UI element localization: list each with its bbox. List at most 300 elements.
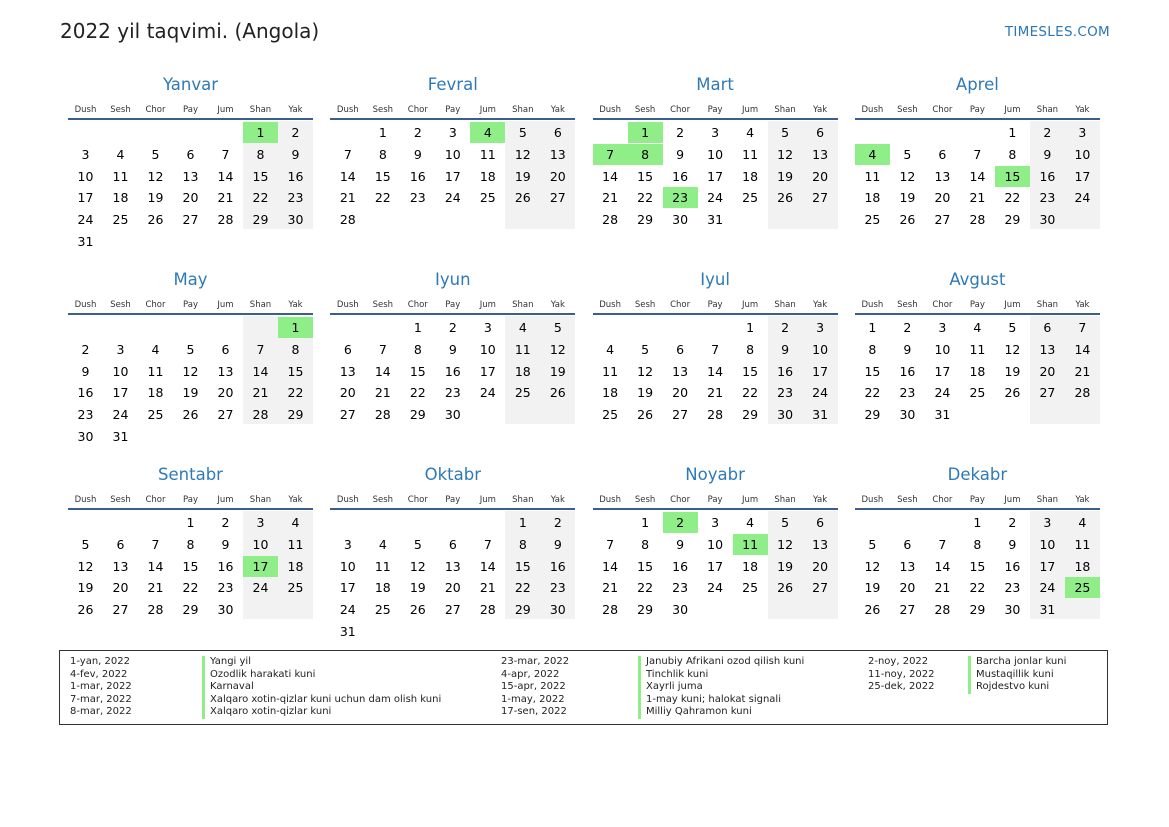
day-cell: 19 (864, 580, 881, 596)
day-cell: 17 (112, 385, 129, 401)
day-cell: 17 (934, 363, 951, 379)
weekday-header: Yak (813, 300, 828, 310)
day-cell: 1 (186, 515, 195, 530)
day-cell: 14 (934, 558, 951, 574)
weekday-header: Jum (479, 495, 496, 505)
day-cell: 19 (777, 558, 794, 574)
day-cell: 5 (413, 536, 422, 552)
day-cell: 6 (221, 341, 230, 357)
day-cell: 17 (479, 363, 496, 379)
month-name: Fevral (427, 75, 478, 94)
weekday-header: Sesh (897, 300, 918, 310)
weekday-header: Sesh (372, 105, 394, 115)
day-cell: 3 (116, 341, 125, 357)
holiday-date: 4-apr, 2022 (501, 668, 560, 680)
day-cell: 12 (147, 168, 164, 184)
day-cell: 29 (637, 602, 654, 618)
day-cell: 11 (112, 168, 129, 184)
day-cell: 9 (781, 341, 790, 357)
day-cell: 5 (781, 515, 790, 530)
weekday-header: Sesh (110, 495, 131, 505)
holiday-date: 7-mar, 2022 (70, 693, 132, 705)
day-cell: 18 (864, 190, 881, 206)
day-cell: 1 (746, 320, 755, 335)
header-divider (855, 508, 1100, 510)
day-cell: 11 (1074, 536, 1091, 552)
page-title: 2022 yil taqvimi. (Angola) (60, 19, 320, 43)
weekday-header: Dush (336, 495, 359, 505)
weekday-header: Shan (1036, 300, 1059, 310)
holiday-name: Milliy Qahramon kuni (638, 706, 804, 719)
day-cell: 10 (479, 341, 496, 357)
day-cell: 25 (374, 602, 391, 618)
day-cell: 29 (514, 602, 531, 618)
day-cell: 24 (707, 580, 724, 596)
day-cell: 12 (864, 558, 881, 574)
day-cell: 3 (81, 146, 90, 162)
day-cell: 20 (812, 168, 829, 184)
weekday-header: Pay (707, 300, 723, 310)
weekday-header: Shan (249, 105, 272, 115)
weekday-header: Chor (670, 300, 691, 310)
weekday-header: Shan (249, 495, 272, 505)
day-cell: 11 (969, 341, 986, 357)
weekday-header: Jum (217, 300, 234, 310)
day-cell: 26 (777, 580, 794, 596)
holiday-date: 2-noy, 2022 (868, 656, 929, 667)
day-cell: 15 (182, 558, 199, 574)
day-cell: 13 (672, 363, 689, 379)
holiday-day-cell: 25 (1065, 577, 1100, 598)
day-cell: 6 (553, 125, 562, 140)
day-cell: 10 (934, 341, 951, 357)
day-cell: 26 (1004, 385, 1021, 401)
weekday-header: Chor (407, 495, 428, 505)
day-cell: 30 (899, 407, 916, 423)
day-cell: 4 (151, 341, 160, 357)
holiday-name: Rojdestvo kuni (968, 681, 1066, 694)
day-cell: 18 (374, 580, 391, 596)
day-cell: 21 (969, 190, 986, 206)
day-cell: 28 (217, 212, 234, 228)
day-cell: 8 (413, 341, 422, 357)
header-divider (593, 313, 838, 315)
day-cell: 21 (602, 580, 619, 596)
day-cell: 23 (77, 407, 94, 423)
day-cell: 5 (903, 146, 912, 162)
weekday-header: Sesh (110, 105, 131, 115)
weekday-header: Jum (479, 105, 496, 115)
day-cell: 20 (444, 580, 461, 596)
header-divider (593, 508, 838, 510)
day-cell: 28 (479, 602, 496, 618)
day-cell: 26 (549, 385, 566, 401)
day-cell: 11 (514, 341, 531, 357)
day-cell: 14 (969, 168, 986, 184)
day-cell: 11 (864, 168, 881, 184)
day-cell: 8 (378, 146, 387, 162)
weekday-header: Chor (145, 495, 166, 505)
day-cell: 30 (77, 429, 94, 444)
day-cell: 18 (112, 190, 129, 206)
day-cell: 20 (672, 385, 689, 401)
month-name: Iyul (700, 270, 730, 289)
day-cell: 9 (676, 536, 685, 552)
day-cell: 12 (899, 168, 916, 184)
day-cell: 18 (147, 385, 164, 401)
day-cell: 20 (899, 580, 916, 596)
day-cell: 7 (256, 341, 265, 357)
day-cell: 19 (1004, 363, 1021, 379)
day-cell: 3 (711, 515, 720, 530)
day-cell: 22 (637, 580, 654, 596)
day-cell: 12 (409, 558, 426, 574)
weekday-header: Dush (861, 105, 884, 115)
weekday-header: Shan (774, 105, 796, 115)
day-cell: 8 (291, 341, 300, 357)
day-cell: 28 (147, 602, 164, 618)
weekday-header: Dush (74, 300, 97, 310)
day-cell: 28 (252, 407, 269, 423)
day-cell: 23 (1039, 190, 1056, 206)
weekday-header: Yak (288, 495, 303, 505)
weekday-header: Yak (288, 105, 303, 115)
day-cell: 3 (256, 515, 265, 530)
day-cell: 7 (378, 341, 387, 357)
day-cell: 12 (1004, 341, 1021, 357)
day-cell: 9 (448, 341, 457, 357)
holiday-name: Xayrli juma (638, 681, 804, 694)
day-cell: 21 (707, 385, 724, 401)
day-cell: 27 (339, 407, 356, 423)
day-cell: 26 (777, 190, 794, 206)
day-cell: 25 (742, 190, 759, 206)
day-cell: 19 (147, 190, 164, 206)
day-cell: 27 (182, 212, 199, 228)
day-cell: 25 (514, 385, 531, 401)
day-cell: 23 (444, 385, 461, 401)
day-cell: 16 (217, 558, 234, 574)
day-cell: 30 (777, 407, 794, 423)
day-cell: 7 (1078, 320, 1087, 335)
day-cell: 30 (672, 212, 689, 228)
day-cell: 12 (777, 536, 794, 552)
holiday-name: Barcha jonlar kuni (968, 656, 1066, 669)
day-cell: 13 (339, 363, 356, 379)
day-cell: 22 (252, 190, 269, 206)
weekday-header: Sesh (897, 495, 918, 505)
day-cell: 13 (1039, 341, 1056, 357)
day-cell: 6 (116, 536, 125, 552)
weekday-header: Pay (445, 495, 461, 505)
day-cell: 29 (1004, 212, 1021, 228)
day-cell: 13 (444, 558, 461, 574)
weekday-header: Pay (969, 495, 985, 505)
day-cell: 24 (339, 602, 356, 618)
day-cell: 29 (969, 602, 986, 618)
day-cell: 10 (252, 536, 269, 552)
day-cell: 1 (973, 515, 982, 530)
day-cell: 24 (934, 385, 951, 401)
day-cell: 3 (483, 320, 492, 335)
day-cell: 10 (707, 536, 724, 552)
day-cell: 2 (448, 320, 457, 335)
holiday-day-cell: 1 (243, 122, 278, 143)
day-cell: 17 (707, 558, 724, 574)
day-cell: 18 (602, 385, 619, 401)
day-cell: 22 (1004, 190, 1021, 206)
day-cell: 2 (291, 125, 300, 140)
day-cell: 17 (1074, 168, 1091, 184)
day-cell: 15 (252, 168, 269, 184)
day-cell: 8 (973, 536, 982, 552)
day-cell: 12 (777, 146, 794, 162)
day-cell: 20 (339, 385, 356, 401)
day-cell: 20 (182, 190, 199, 206)
day-cell: 6 (903, 536, 912, 552)
day-cell: 7 (973, 146, 982, 162)
day-cell: 29 (864, 407, 881, 423)
day-cell: 28 (969, 212, 986, 228)
day-cell: 25 (969, 385, 986, 401)
day-cell: 27 (112, 602, 129, 618)
day-cell: 19 (514, 168, 531, 184)
holiday-date: 8-mar, 2022 (70, 706, 132, 718)
day-cell: 26 (899, 212, 916, 228)
day-cell: 9 (676, 146, 685, 162)
weekday-header: Shan (512, 105, 534, 115)
day-cell: 25 (147, 407, 164, 423)
weekday-header: Jum (742, 495, 759, 505)
day-cell: 28 (602, 212, 619, 228)
day-cell: 13 (899, 558, 916, 574)
day-cell: 16 (1004, 558, 1021, 574)
weekday-header: Dush (74, 105, 97, 115)
weekday-header: Sesh (897, 105, 918, 115)
day-cell: 9 (291, 146, 300, 162)
holiday-day-cell: 11 (733, 534, 768, 555)
day-cell: 12 (549, 341, 566, 357)
day-cell: 9 (1008, 536, 1017, 552)
day-cell: 22 (969, 580, 986, 596)
weekday-header: Pay (445, 105, 461, 115)
day-cell: 6 (676, 341, 685, 357)
day-cell: 3 (1078, 125, 1087, 140)
day-cell: 27 (549, 190, 566, 206)
day-cell: 31 (934, 407, 951, 423)
holiday-date: 1-yan, 2022 (70, 656, 130, 667)
day-cell: 17 (1039, 558, 1056, 574)
month-name: Sentabr (158, 465, 223, 484)
day-cell: 26 (864, 602, 881, 618)
holiday-day-cell: 1 (278, 317, 313, 338)
weekday-header: Pay (969, 300, 985, 310)
day-cell: 2 (1043, 125, 1052, 140)
day-cell: 19 (899, 190, 916, 206)
day-cell: 21 (479, 580, 496, 596)
day-cell: 31 (812, 407, 829, 423)
day-cell: 16 (672, 558, 689, 574)
day-cell: 18 (969, 363, 986, 379)
day-cell: 16 (777, 363, 794, 379)
weekday-header: Chor (145, 300, 166, 310)
day-cell: 14 (602, 558, 619, 574)
day-cell: 23 (549, 580, 566, 596)
weekday-header: Shan (512, 495, 534, 505)
day-cell: 31 (77, 234, 94, 249)
day-cell: 31 (339, 624, 356, 639)
legend-date-column (868, 656, 935, 694)
legend-name-column (638, 656, 804, 719)
day-cell: 16 (899, 363, 916, 379)
weekday-header: Yak (1075, 105, 1090, 115)
day-cell: 27 (899, 602, 916, 618)
day-cell: 13 (112, 558, 129, 574)
weekday-header: Pay (183, 300, 198, 310)
day-cell: 29 (409, 407, 426, 423)
day-cell: 16 (409, 168, 426, 184)
day-cell: 15 (637, 168, 654, 184)
day-cell: 27 (934, 212, 951, 228)
day-cell: 7 (221, 146, 230, 162)
day-cell: 2 (413, 125, 422, 140)
day-cell: 16 (444, 363, 461, 379)
day-cell: 17 (77, 190, 94, 206)
day-cell: 12 (514, 146, 531, 162)
day-cell: 17 (339, 580, 356, 596)
day-cell: 3 (448, 125, 457, 140)
weekday-header: Dush (861, 300, 884, 310)
day-cell: 26 (182, 407, 199, 423)
day-cell: 15 (969, 558, 986, 574)
month-name: Yanvar (162, 75, 219, 94)
day-cell: 5 (1008, 320, 1017, 335)
day-cell: 21 (374, 385, 391, 401)
month-name: Mart (696, 75, 734, 94)
month-name: Avgust (949, 270, 1006, 289)
holiday-name: Tinchlik kuni (638, 669, 804, 682)
day-cell: 6 (448, 536, 457, 552)
day-cell: 5 (641, 341, 650, 357)
weekday-header: Dush (861, 495, 884, 505)
header-divider (68, 118, 313, 120)
day-cell: 6 (816, 515, 825, 530)
day-cell: 4 (973, 320, 982, 335)
day-cell: 14 (1074, 341, 1091, 357)
day-cell: 27 (812, 190, 829, 206)
holiday-date: 1-mar, 2022 (70, 681, 132, 693)
day-cell: 26 (77, 602, 94, 618)
day-cell: 18 (514, 363, 531, 379)
day-cell: 9 (903, 341, 912, 357)
weekday-header: Jum (217, 495, 234, 505)
header-divider (330, 118, 575, 120)
day-cell: 15 (409, 363, 426, 379)
day-cell: 5 (781, 125, 790, 140)
holiday-date: 17-sen, 2022 (501, 706, 567, 718)
holiday-day-cell: 8 (628, 144, 663, 165)
day-cell: 5 (868, 536, 877, 552)
day-cell: 31 (1039, 602, 1056, 618)
day-cell: 11 (287, 536, 304, 552)
day-cell: 6 (816, 125, 825, 140)
day-cell: 8 (746, 341, 755, 357)
day-cell: 10 (707, 146, 724, 162)
weekday-header: Shan (774, 300, 796, 310)
day-cell: 10 (1039, 536, 1056, 552)
day-cell: 3 (711, 125, 720, 140)
weekday-header: Jum (1004, 105, 1021, 115)
day-cell: 29 (637, 212, 654, 228)
day-cell: 4 (291, 515, 300, 530)
day-cell: 19 (637, 385, 654, 401)
weekday-header: Pay (183, 105, 198, 115)
day-cell: 24 (812, 385, 829, 401)
weekday-header: Jum (742, 300, 759, 310)
month-name: Iyun (435, 270, 471, 289)
day-cell: 7 (483, 536, 492, 552)
weekday-header: Yak (550, 105, 565, 115)
day-cell: 12 (182, 363, 199, 379)
weekday-header: Jum (479, 300, 496, 310)
day-cell: 8 (868, 341, 877, 357)
holiday-name: Xalqaro xotin-qizlar kuni uchun dam olish kuni (202, 694, 441, 707)
day-cell: 18 (479, 168, 496, 184)
day-cell: 22 (287, 385, 304, 401)
holiday-date: 23-mar, 2022 (501, 656, 570, 667)
header-divider (330, 508, 575, 510)
weekday-header: Yak (813, 495, 828, 505)
day-cell: 11 (374, 558, 391, 574)
day-cell: 10 (77, 168, 94, 184)
day-cell: 16 (287, 168, 304, 184)
day-cell: 7 (151, 536, 160, 552)
weekday-header: Dush (74, 495, 97, 505)
day-cell: 15 (374, 168, 391, 184)
day-cell: 11 (602, 363, 619, 379)
day-cell: 14 (707, 363, 724, 379)
brand-link[interactable]: TIMESLES.COM (1004, 24, 1110, 40)
weekday-header: Sesh (372, 300, 394, 310)
day-cell: 1 (868, 320, 877, 335)
day-cell: 19 (182, 385, 199, 401)
day-cell: 21 (252, 385, 269, 401)
day-cell: 27 (672, 407, 689, 423)
header-divider (68, 313, 313, 315)
holiday-day-cell: 7 (593, 144, 628, 165)
weekday-header: Jum (742, 105, 759, 115)
day-cell: 15 (514, 558, 531, 574)
weekday-header: Pay (969, 105, 985, 115)
weekday-header: Chor (932, 105, 953, 115)
holiday-name: 1-may kuni; halokat signali (638, 694, 804, 707)
header-divider (855, 313, 1100, 315)
day-cell: 14 (602, 168, 619, 184)
day-cell: 17 (444, 168, 461, 184)
day-cell: 13 (934, 168, 951, 184)
holiday-legend (59, 650, 1108, 725)
day-cell: 25 (602, 407, 619, 423)
weekday-header: Sesh (634, 105, 656, 115)
weekday-header: Jum (1004, 495, 1021, 505)
day-cell: 7 (938, 536, 947, 552)
day-cell: 4 (746, 125, 755, 140)
day-cell: 28 (707, 407, 724, 423)
day-cell: 3 (1043, 515, 1052, 530)
day-cell: 17 (812, 363, 829, 379)
day-cell: 21 (339, 190, 356, 206)
holiday-day-cell: 23 (663, 187, 698, 208)
